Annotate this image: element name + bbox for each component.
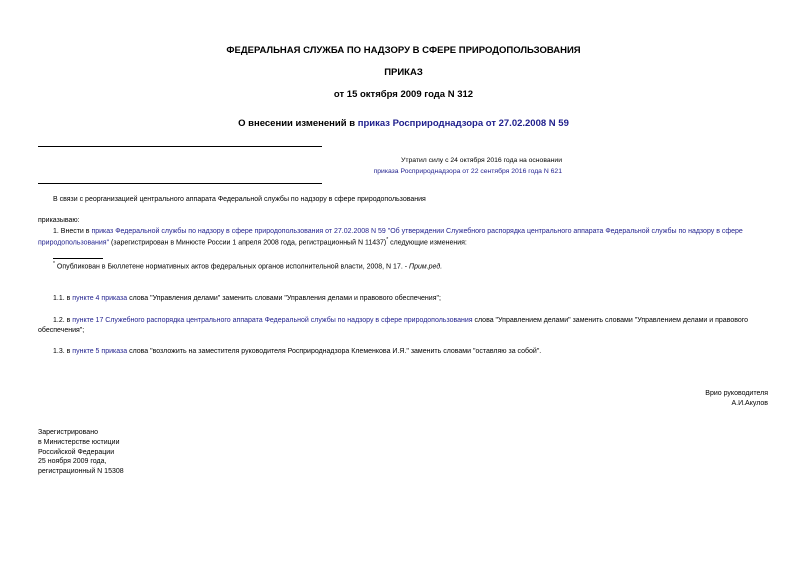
status-link[interactable]: приказа Росприроднадзора от 22 сентября 2016 года N 621 [373, 168, 562, 175]
subitem-1-2-prefix: 1.2. в [53, 317, 73, 324]
status-top-rule [38, 146, 322, 147]
item-1-link-title-cont[interactable]: природопользования" [38, 239, 110, 247]
item-1-prefix: 1. Внести в [53, 228, 92, 235]
status-bottom-rule [38, 183, 322, 184]
item-1-end: следующие изменения: [388, 239, 467, 247]
subitem-1-3-prefix: 1.3. в [53, 348, 73, 355]
item-1-link-order[interactable]: приказ Федеральной службы по надзору в сфере природопользования от 27.02.2008 N 59 [91, 228, 386, 235]
subitem-1-3 [53, 347, 773, 357]
item-1-footnote-mark[interactable]: * [386, 236, 389, 243]
footnote-note: Прим.ред. [409, 263, 443, 271]
footnote-rule [53, 258, 103, 259]
subitem-1-3-suffix: слова "возложить на заместителя руководителя Росприроднадзора Клеменкова И.Я." заменить словами "оставляю за собой". [127, 348, 542, 355]
registration-block [38, 428, 124, 477]
footnote-text: Опубликован в Бюллетене нормативных актов федеральных органов исполнительной власти, 2008, N 17. - [54, 263, 410, 271]
item-1-link-title[interactable]: "Об утверждении Служебного распорядка центрального аппарата Федеральной службы по надзору в сфере [387, 228, 743, 235]
subitem-1-1-link[interactable]: пункте 4 приказа [72, 295, 128, 302]
subitem-1-2 [38, 316, 773, 336]
registration-line: Зарегистрировано [38, 429, 98, 436]
footnote-mark: * [53, 261, 55, 267]
subitem-1-1-suffix: слова "Управления делами" заменить словами "Управления делами и правового обеспечения"; [127, 295, 441, 302]
order-word: приказываю: [38, 217, 80, 224]
registration-line: 25 ноября 2009 года, [38, 458, 107, 466]
subitem-1-2-link[interactable]: пункте 17 Служебного распорядка центрального аппарата Федеральной службы по надзору в сфере природопользования [72, 317, 473, 324]
signature-position: Врио руководителя [705, 390, 768, 397]
item-1-suffix: (зарегистрирован в Минюсте России 1 апреля 2008 года, регистрационный N 11437) [109, 239, 387, 247]
subitem-1-2-suffix: слова "Управлением делами" заменить словами "Управлением делами и правового [472, 317, 749, 324]
subitem-1-1-prefix: 1.1. в [53, 295, 73, 302]
agency-title: ФЕДЕРАЛЬНАЯ СЛУЖБА ПО НАДЗОРУ В СФЕРЕ ПРИРОДОПОЛЬЗОВАНИЯ [226, 45, 581, 56]
registration-line: Российской Федерации [38, 448, 115, 456]
registration-line: регистрационный N 15308 [38, 468, 124, 476]
document-subject [0, 117, 807, 130]
subitem-1-2-cont: обеспечения"; [38, 326, 85, 334]
document-type: ПРИКАЗ [384, 67, 423, 78]
footnote [53, 261, 773, 272]
status-line-1: Утратил силу с 24 октября 2016 года на основании [401, 157, 562, 164]
document-date-number: от 15 октября 2009 года N 312 [333, 89, 474, 100]
registration-line: в Министерстве юстиции [38, 438, 120, 446]
signature-name: А.И.Акулов [731, 400, 768, 407]
subitem-1-1 [53, 294, 773, 304]
item-1 [38, 227, 773, 248]
subject-link[interactable]: приказ Росприроднадзора от 27.02.2008 N 59 [357, 118, 569, 129]
subject-prefix: О внесении изменений в [238, 118, 358, 129]
subitem-1-3-link[interactable]: пункте 5 приказа [72, 348, 128, 355]
intro-paragraph: В связи с реорганизацией центрального аппарата Федеральной службы по надзору в сфере природопользования [53, 196, 426, 203]
